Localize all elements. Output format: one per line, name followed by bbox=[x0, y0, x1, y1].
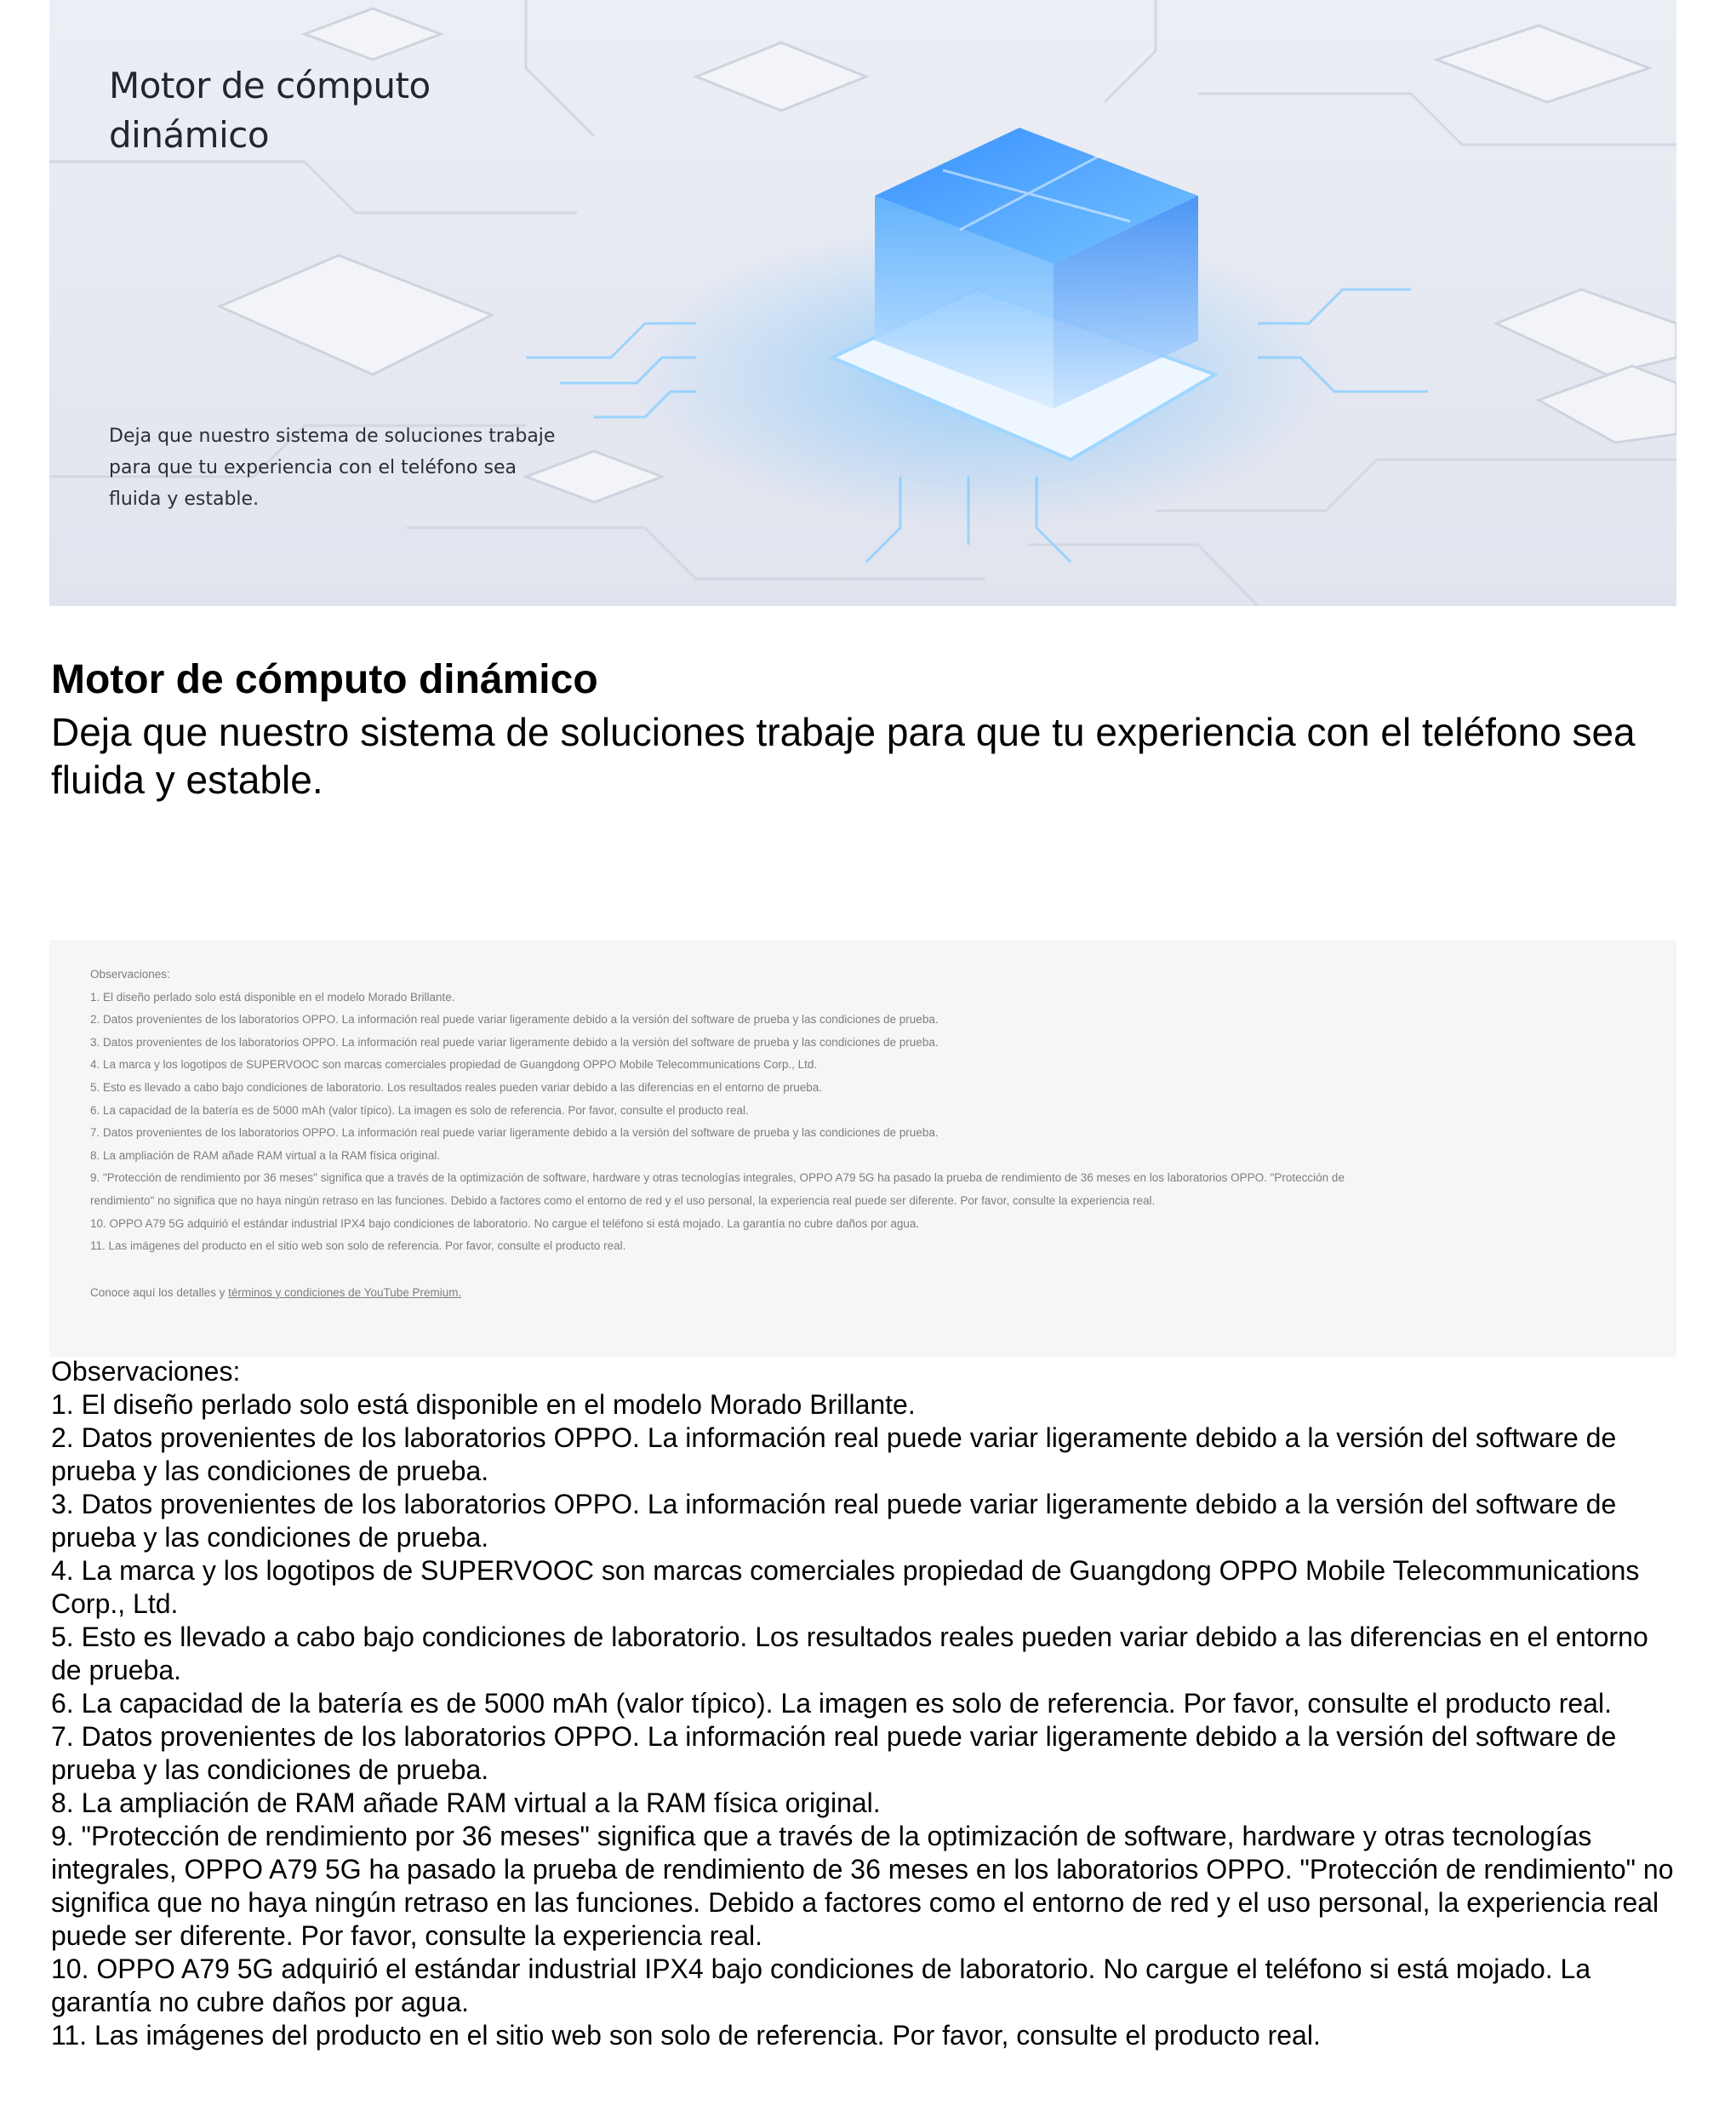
youtube-terms-line bbox=[90, 1282, 1676, 1305]
hero-subtitle: Deja que nuestro sistema de soluciones trabaje para que tu experiencia con el teléfono sea fluida y estable. bbox=[109, 426, 556, 510]
notes-screenshot-line: 10. OPPO A79 5G adquirió el estándar industrial IPX4 bajo condiciones de laboratorio. No cargue el teléfono si está mojado. La garantía no cubre daños por agua. bbox=[90, 1216, 920, 1230]
note-item: 5. Esto es llevado a cabo bajo condiciones de laboratorio. Los resultados reales pueden variar debido a las diferencias en el entorno de prueba. bbox=[51, 1622, 1648, 1685]
notes-section bbox=[51, 1355, 1685, 2052]
note-item: 3. Datos provenientes de los laboratorios OPPO. La información real puede variar ligeramente debido a la versión del software de prueba y las condiciones de prueba. bbox=[51, 1489, 1617, 1553]
notes-screenshot-heading: Observaciones: bbox=[90, 968, 170, 981]
note-item: 1. El diseño perlado solo está disponible en el modelo Morado Brillante. bbox=[51, 1389, 916, 1420]
note-item: 6. La capacidad de la batería es de 5000 mAh (valor típico). La imagen es solo de referencia. Por favor, consulte el producto real. bbox=[51, 1688, 1612, 1719]
note-item: 9. "Protección de rendimiento por 36 meses" significa que a través de la optimización de software, hardware y otras tecnologías integrales, OPPO A79 5G ha pasado la prueba de rendimiento de 36 meses en los laboratorios OPPO. "Protección de rendimiento" no significa que no haya ningún retraso en las funciones. Debido a factores como el entorno de red y el uso personal, la experiencia real puede ser diferente. Por favor, consulte la experiencia real. bbox=[51, 1821, 1674, 1951]
note-item: 7. Datos provenientes de los laboratorios OPPO. La información real puede variar ligeramente debido a la versión del software de prueba y las condiciones de prueba. bbox=[51, 1721, 1617, 1785]
note-item: 8. La ampliación de RAM añade RAM virtual a la RAM física original. bbox=[51, 1788, 881, 1818]
youtube-terms-prefix: Conoce aquí los detalles y bbox=[90, 1285, 229, 1299]
note-item: 10. OPPO A79 5G adquirió el estándar industrial IPX4 bajo condiciones de laboratorio. No cargue el teléfono si está mojado. La garantía no cubre daños por agua. bbox=[51, 1954, 1591, 2017]
notes-screenshot-line: rendimiento" no significa que no haya ningún retraso en las funciones. Debido a factores como el entorno de red y el uso personal, la experiencia real puede ser diferente. Por favor, consulte la experiencia real. bbox=[90, 1193, 1156, 1207]
notes-screenshot-line: 8. La ampliación de RAM añade RAM virtual a la RAM física original. bbox=[90, 1148, 441, 1162]
notes-screenshot-line: 6. La capacidad de la batería es de 5000 mAh (valor típico). La imagen es solo de referencia. Por favor, consulte el producto real. bbox=[90, 1103, 749, 1117]
notes-screenshot bbox=[49, 940, 1676, 1357]
page-title: Motor de cómputo dinámico bbox=[51, 657, 598, 702]
notes-screenshot-line: 1. El diseño perlado solo está disponible en el modelo Morado Brillante. bbox=[90, 990, 455, 1004]
note-item: 2. Datos provenientes de los laboratorios OPPO. La información real puede variar ligeramente debido a la versión del software de prueba y las condiciones de prueba. bbox=[51, 1422, 1617, 1486]
notes-screenshot-line: 11. Las imágenes del producto en el sitio web son solo de referencia. Por favor, consulte el producto real. bbox=[90, 1239, 626, 1253]
youtube-terms-link[interactable]: términos y condiciones de YouTube Premium. bbox=[228, 1285, 462, 1299]
notes-screenshot-line: 3. Datos provenientes de los laboratorios OPPO. La información real puede variar ligeramente debido a la versión del software de prueba y las condiciones de prueba. bbox=[90, 1035, 939, 1049]
notes-heading: Observaciones: bbox=[51, 1356, 241, 1387]
notes-screenshot-line: 7. Datos provenientes de los laboratorios OPPO. La información real puede variar ligeramente debido a la versión del software de prueba y las condiciones de prueba. bbox=[90, 1126, 939, 1140]
hero-title: Motor de cómputo dinámico bbox=[109, 65, 431, 156]
note-item: 4. La marca y los logotipos de SUPERVOOC son marcas comerciales propiedad de Guangdong OPPO Mobile Telecommunications Corp., Ltd. bbox=[51, 1555, 1640, 1619]
notes-screenshot-line: 5. Esto es llevado a cabo bajo condiciones de laboratorio. Los resultados reales pueden variar debido a las diferencias en el entorno de prueba. bbox=[90, 1080, 823, 1094]
page-subtitle: Deja que nuestro sistema de soluciones trabaje para que tu experiencia con el teléfono sea fluida y estable. bbox=[51, 710, 1636, 802]
notes-screenshot-line: 4. La marca y los logotipos de SUPERVOOC son marcas comerciales propiedad de Guangdong OPPO Mobile Telecommunications Corp., Ltd. bbox=[90, 1058, 818, 1072]
notes-screenshot-line: 9. "Protección de rendimiento por 36 meses" significa que a través de la optimización de software, hardware y otras tecnologías integrales, OPPO A79 5G ha pasado la prueba de rendimiento de 36 meses en los laboratorios OPPO. "Protección de bbox=[90, 1171, 1345, 1185]
notes-screenshot-line: 2. Datos provenientes de los laboratorios OPPO. La información real puede variar ligeramente debido a la versión del software de prueba y las condiciones de prueba. bbox=[90, 1013, 939, 1027]
hero-banner bbox=[49, 0, 1676, 606]
note-item: 11. Las imágenes del producto en el sitio web son solo de referencia. Por favor, consulte el producto real. bbox=[51, 2020, 1321, 2051]
